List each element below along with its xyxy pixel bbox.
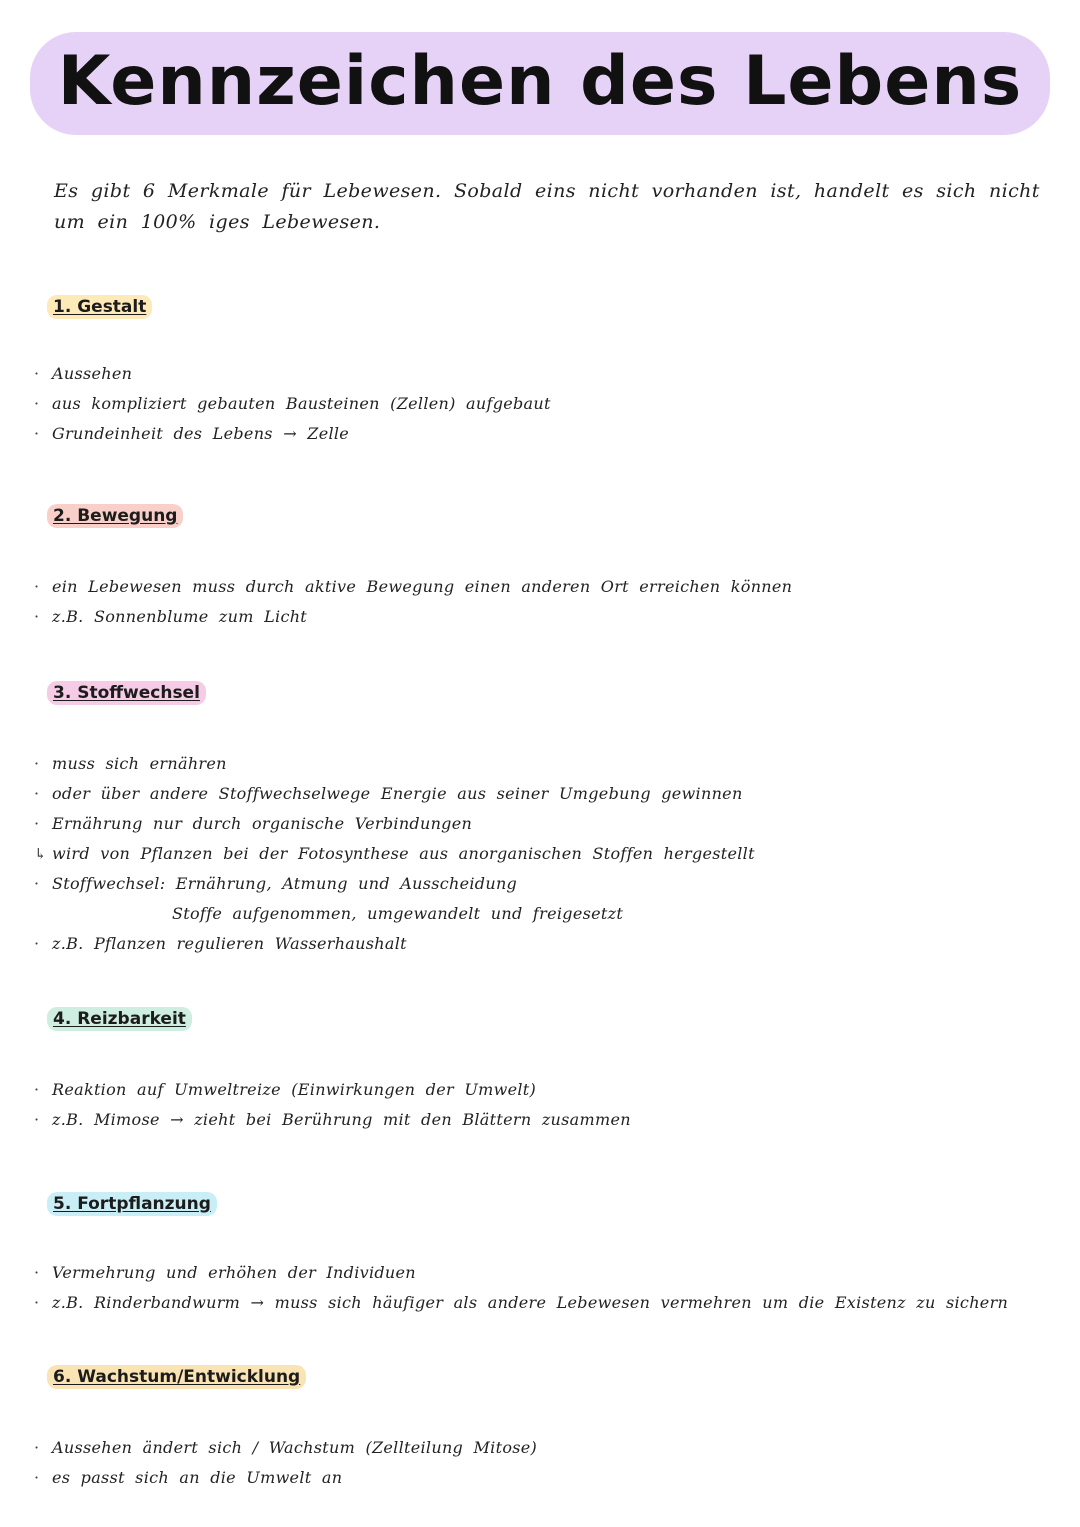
bullet-icon [34,602,39,632]
list-item: · z.B. Mimose → zieht bei Berührung mit den Blättern zusammen [30,1105,1060,1135]
section-gestalt [30,295,1060,449]
bullet-icon [34,1288,39,1318]
section-wachstum [30,1365,1060,1493]
note-list [30,749,1060,959]
bullet-icon [34,359,39,389]
bullet-icon [34,749,39,779]
bullet-icon [34,779,39,809]
bullet-icon [34,1258,39,1288]
bullet-icon [34,1463,39,1493]
section-reizbarkeit [30,1007,1060,1135]
bullet-icon [34,869,39,899]
list-item: · ein Lebewesen muss durch aktive Bewegung einen anderen Ort erreichen können [30,572,1060,602]
section-heading: 4. Reizbarkeit [47,1007,192,1031]
section-bewegung [30,504,1060,632]
list-item: · z.B. Rinderbandwurm → muss sich häufiger als andere Lebewesen vermehren um die Existenz zu sichern [30,1288,1060,1318]
note-list [30,1075,1060,1135]
list-item: · z.B. Pflanzen regulieren Wasserhaushalt [30,929,1060,959]
note-list [30,1433,1060,1493]
list-item: · es passt sich an die Umwelt an [30,1463,1060,1493]
bullet-icon [34,1075,39,1105]
list-item: ↳ wird von Pflanzen bei der Fotosynthese aus anorganischen Stoffen hergestellt [30,839,1060,869]
list-item: · Ernährung nur durch organische Verbindungen [30,809,1060,839]
page-title: Kennzeichen des Lebens [36,38,1044,129]
section-heading: 3. Stoffwechsel [47,681,206,705]
section-heading: 1. Gestalt [47,295,152,319]
list-item: · muss sich ernähren [30,749,1060,779]
list-item: · Aussehen [30,359,1060,389]
list-item: · Grundeinheit des Lebens → Zelle [30,419,1060,449]
bullet-icon [34,809,39,839]
note-list [30,359,1060,449]
list-item: · oder über andere Stoffwechselwege Energie aus seiner Umgebung gewinnen [30,779,1060,809]
bullet-icon [34,572,39,602]
list-item: · Reaktion auf Umweltreize (Einwirkungen der Umwelt) [30,1075,1060,1105]
section-stoffwechsel [30,681,1060,959]
list-item: · Aussehen ändert sich / Wachstum (Zellteilung Mitose) [30,1433,1060,1463]
bullet-icon [34,1433,39,1463]
note-list [30,1258,1060,1318]
section-heading: 5. Fortpflanzung [47,1192,217,1216]
list-item: · Stoffwechsel: Ernährung, Atmung und Ausscheidung [30,869,1060,899]
intro-text: Es gibt 6 Merkmale für Lebewesen. Sobald eins nicht vorhanden ist, handelt es sich nicht um ein 100% iges Lebewesen. [54,180,1040,233]
section-heading: 6. Wachstum/Entwicklung [47,1365,306,1389]
list-item: Stoffe aufgenommen, umgewandelt und freigesetzt [172,904,624,923]
list-item: · aus kompliziert gebauten Bausteinen (Zellen) aufgebaut [30,389,1060,419]
bullet-icon [34,929,39,959]
note-list [30,572,1060,632]
list-item: · z.B. Sonnenblume zum Licht [30,602,1060,632]
bullet-icon [34,389,39,419]
arrow-icon [34,839,47,869]
section-fortpflanzung [30,1192,1060,1318]
bullet-icon [34,1105,39,1135]
list-item: · Vermehrung und erhöhen der Individuen [30,1258,1060,1288]
section-heading: 2. Bewegung [47,504,183,528]
bullet-icon [34,419,39,449]
title-wrap [0,38,1080,129]
